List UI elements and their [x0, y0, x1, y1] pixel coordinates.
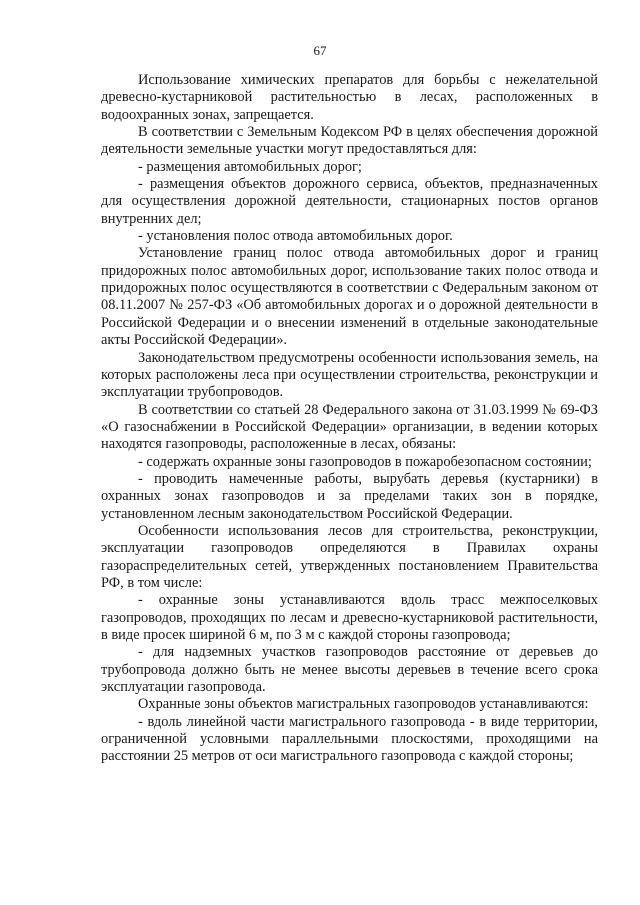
paragraph-pipeline-land-use: Законодательством предусмотрены особенности использования земель, на которых расположены леса при осуществлении строительства, реконструкции и эксплуатации трубопроводов.: [101, 349, 598, 401]
paragraph-gas-network-rules: Особенности использования лесов для строительства, реконструкции, эксплуатации газопроводов определяются в Правилах охраны газораспределительных сетей, утвержденных постановлением Правительства РФ, в том числе:: [101, 522, 598, 591]
list-item-aboveground-distance: - для надземных участков газопроводов расстояние от деревьев до трубопровода должно быть не менее высоты деревьев в течение всего срока эксплуатации газопровода.: [101, 644, 598, 696]
list-item-protection-zones-6m: - охранные зоны устанавливаются вдоль трасс межпоселковых газопроводов, проходящих по лесам и древесно-кустарниковой растительности, в виде просек шириной 6 м, по 3 м с каждой стороны газопровода;: [101, 592, 598, 643]
document-body: [101, 72, 598, 766]
page-number: 67: [313, 43, 327, 58]
list-item-road-placement: - размещения автомобильных дорог;: [138, 158, 362, 175]
paragraph-chemicals-ban: Использование химических препаратов для борьбы с нежелательной древесно-кустарниковой растительностью в лесах, расположенных в водоохранных зонах, запрещается.: [101, 72, 598, 123]
paragraph-gas-supply-law: В соответствии со статьей 28 Федерального закона от 31.03.1999 № 69-ФЗ «О газоснабжении в Российской Федерации» организации, в ведении которых находятся газопроводы, расположенные в лесах, обязаны:: [101, 401, 598, 453]
paragraph-road-boundaries-law: Установление границ полос отвода автомобильных дорог и границ придорожных полос автомобильных дорог, использование таких полос отвода и придорожных полос осуществляются в соответствии с Федеральным законом от 08.11.2007 № 257-ФЗ «Об автомобильных дорогах и о дорожной деятельности в Российской Федерации и о внесении изменений в отдельные законодательные акты Российской Федерации».: [101, 245, 598, 349]
paragraph-land-code-intro: В соответствии с Земельным Кодексом РФ в целях обеспечения дорожной деятельности земельные участки могут предоставляться для:: [101, 124, 598, 158]
list-item-linear-part-25m: - вдоль линейной части магистрального газопровода - в виде территории, ограниченной условными параллельными плоскостями, проходящими на расстоянии 25 метров от оси магистрального газопровода с каждой стороны;: [101, 713, 598, 765]
paragraph-trunk-pipeline-zones: Охранные зоны объектов магистральных газопроводов устанавливаются:: [138, 696, 589, 713]
list-item-right-of-way: - установления полос отвода автомобильных дорог.: [138, 228, 453, 245]
list-item-tree-felling: - проводить намеченные работы, вырубать деревья (кустарники) в охранных зонах газопроводов и за пределами таких зон в порядке, установленном лесным законодательством Российской Федерации.: [101, 470, 598, 522]
list-item-fire-safety: - содержать охранные зоны газопроводов в пожаробезопасном состоянии;: [138, 453, 592, 470]
list-item-road-service-objects: - размещения объектов дорожного сервиса, объектов, предназначенных для осуществления дорожной деятельности, стационарных постов органов внутренних дел;: [101, 176, 598, 227]
